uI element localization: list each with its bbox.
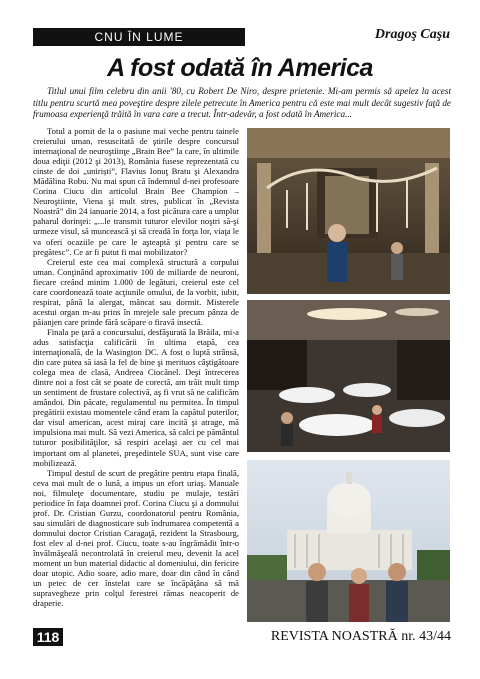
body-paragraph: Totul a pornit de la o pasiune mai veche pentru tainele creierului uman, resuscitată de ştirile despre concursul internaţional de neuroştiinţe „Brain Bee” la care, în ultimile doua ediţii (2012 şi 2013), România fusese reprezentată cu cinste de doi „uniriști”, Flavius Ionuţ Bratu şi Alexandra Mădălina Robu. Nu mai spun că îndemnul d-nei profesoare Corina Ciucu din articolul Brain Bee Champion – Neuroştiinte, Viena şi mult stres, publicat în „Revista Noastră” din 24 ianuarie 2014, a fost picătura care a umplut paharul dorinţei: „...le transmit tuturor elevilor noştri să-şi urmeze visul, să muncească şi să creadă în forţa lor, viaţa le va oferi ocaziile pe care le aşteaptă şi pentru care se pregătesc”. Ce ar fi putut fi mai mobilizator?	[33, 126, 239, 257]
museum-photo-graphic	[247, 128, 450, 294]
author-name: Dragoş Caşu	[374, 27, 450, 42]
banquet-hall-photo	[247, 300, 450, 452]
body-paragraph: Finala pe ţară a concursului, desfăşurată la Brăila, mi-a adus satisfacţia calificării în ultima etapă, cea internaţională, de la Wasington DC. A fost o luptă strânsă, din care putea să iasă la fel de bine şi merituos câştigătoare colega mea de clasă, Andreea Ciocănel. Deşi întrecerea dintre noi a fost cât se poate de corectă, am trăit mult timp un sentiment de frustare colectivă, aş fi vrut să ne calificăm amândoi. Din păcate, regulamentul nu permitea. În timpul pregătirii existau momentele când eram la capătul puterilor, dar visul american, acest miraj care incită şi atrage, mă impulsiona mai mult. Să vezi America, să calci pe pământul tuturor posibilităţilor, să respiri acelaşi aer cu cel mai important om al planetei, preşedintele SUA, sunt vise care mobilizează.	[33, 326, 239, 468]
article-intro: Titlul unui film celebru din anii '80, cu Robert De Niro, despre prietenie. Mi-am permis să apelez la acest titlu pentru scurtă mea poveştire despre zilele petrecute în America pentru că este mai mult decât sugestiv faţă de frumoasa experienţă trăită în vara care a trecut. Într-adevăr, a fost odată în America...	[33, 86, 451, 119]
body-paragraph: Creierul este cea mai complexă structură a corpului uman. Conţinând aproximativ 100 de miliarde de neuroni, fiecare creând minim 1.000 de legături, creierul este cel care coordonează toate acţiunile omului, de la vorbit, iubit, respirat, până la alergat, mâncat sau dormit. Misterele acestui organ m-au prins în mrejele sale precum pânza de păianjen care prinde fără scăpare o firavă insectă.	[33, 256, 239, 327]
magazine-issue: REVISTA NOASTRĂ nr. 43/44	[270, 629, 451, 644]
body-paragraph: Timpul destul de scurt de pregătire pentru etapa finală, ceva mai mult de o lună, a impus un efort uriaş. Manuale noi, filmuleţe documentare, studiu pe mulaje, testări periodice în faţa doamnei prof. Corina Ciucu şi a domnului prof. Dr. Cristian Gurzu, coordonatorul pentru România, sau simulări de diagnosticare sub îndrumarea competentă a domnului doctor Cristian Caragaţă, rezident la Strasbourg, fost elev al d-nei prof. Ciucu, toate s-au îngrămădit într-o învălmăşeală necontrolată în creierul meu, devenit la acel moment un bun material didactic al domeniului, din fericire doar utopic. Adio soare, adio mare, doar din când în când un petec de cer înstelat care se încăpăţâna să mă supravegheze prin colţul ferestrei rămas neacoperit de draperie.	[33, 467, 239, 609]
capitol-group-photo	[247, 460, 450, 622]
article-title: A fost odată în America	[107, 54, 373, 82]
museum-photo	[247, 128, 450, 294]
banquet-hall-photo-graphic	[247, 300, 450, 452]
section-tag: CNU ÎN LUME	[33, 28, 245, 46]
capitol-group-photo-graphic	[247, 460, 450, 622]
article-body	[33, 126, 239, 626]
page-number: 118	[33, 628, 63, 646]
